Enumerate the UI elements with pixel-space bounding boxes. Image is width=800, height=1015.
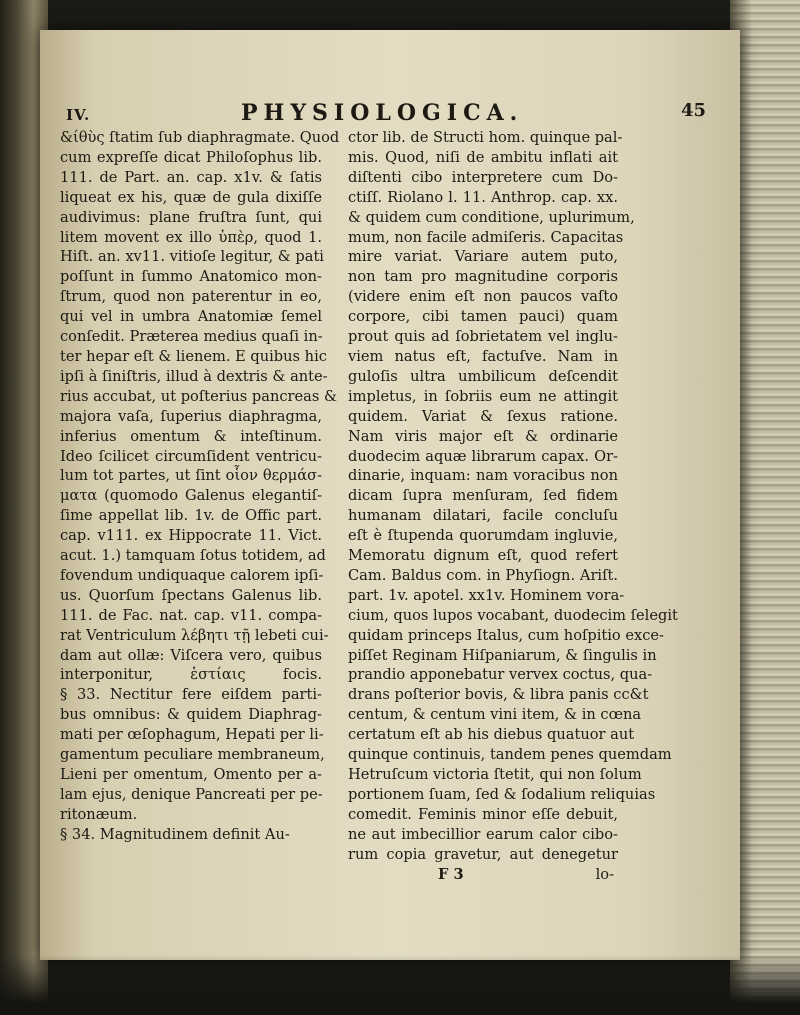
- text-line: acut. 1.) tamquam ſotus totidem, ad: [60, 547, 326, 565]
- text-line: Lieni per omentum, Omento per a-: [60, 766, 322, 783]
- text-line: mati per œſophagum, Hepati per li-: [60, 726, 324, 744]
- text-line: 111. de Part. an. cap. x1v. & ſatis: [60, 168, 322, 186]
- left-text-column: [60, 128, 340, 845]
- text-line: 111. de Fac. nat. cap. v11. compa-: [60, 606, 322, 624]
- text-line: piſſet Reginam Hiſpaniarum, & ſingulis in: [348, 646, 657, 664]
- text-line: conſedit. Præterea medius quaſi in-: [60, 328, 323, 346]
- text-line: ctor lib. de Structi hom. quinque pal-: [348, 129, 623, 146]
- page-footer: [348, 865, 618, 885]
- text-line: cum expreſſe dicat Philoſophus lib.: [60, 148, 322, 166]
- section-number: IV.: [66, 106, 91, 124]
- text-line: guloſis ultra umbilicum deſcendit: [348, 367, 618, 385]
- text-line: non tam pro magnitudine corporis: [348, 268, 618, 286]
- text-line: audivimus: plane fruſtra ſunt, qui: [60, 208, 322, 226]
- text-line: bus omnibus: & quidem Diaphrag-: [60, 706, 322, 724]
- right-text-column: [348, 128, 678, 884]
- text-line: Memoratu dignum eſt, quod refert: [348, 547, 618, 565]
- text-line: ritonæum.: [60, 805, 138, 823]
- text-line: ſime appellat lib. 1v. de Offic part.: [60, 507, 322, 525]
- text-line: eſt è ſtupenda quorumdam ingluvie,: [348, 527, 618, 545]
- text-line: dinarie, inquam: nam voracibus non: [348, 467, 618, 485]
- text-line: cium, quos lupos vocabant, duodecim ſelegit: [348, 606, 678, 624]
- text-line: Cam. Baldus com. in Phyſiogn. Ariſt.: [348, 566, 618, 584]
- text-line: cap. v111. ex Hippocrate 11. Vict.: [60, 527, 322, 545]
- page-number: 45: [680, 100, 706, 121]
- text-line: liqueat ex his, quæ de gula dixiſſe: [60, 188, 322, 206]
- text-line: corpore, cibi tamen pauci) quam: [348, 308, 618, 326]
- text-line: certatum eſt ab his diebus quatuor aut: [348, 726, 635, 744]
- running-title: PHYSIOLOGICA.: [241, 100, 524, 126]
- text-line: dicam ſupra menſuram, ſed fidem: [348, 487, 618, 505]
- signature-mark: F 3: [438, 865, 464, 883]
- text-line: ctiſſ. Riolano l. 11. Anthrop. cap. xx.: [348, 188, 618, 206]
- text-line: ſtrum, quod non paterentur in eo,: [60, 288, 322, 306]
- text-line: qui vel in umbra Anatomiæ ſemel: [60, 308, 322, 326]
- text-line: fovendum undiquaque calorem ipſi-: [60, 566, 324, 584]
- text-line: inferius omentum & inteſtinum.: [60, 427, 322, 445]
- text-line: (videre enim eſt non paucos vaſto: [348, 288, 618, 306]
- text-line: § 33. Nectitur fere eiſdem parti-: [60, 686, 322, 704]
- text-line: majora vaſa, ſuperius diaphragma,: [60, 407, 322, 425]
- text-line: duodecim aquæ librarum capax. Or-: [348, 447, 618, 465]
- text-line: centum, & centum vini item, & in cœna: [348, 706, 642, 724]
- catchword: lo-: [595, 865, 614, 883]
- running-head: [66, 100, 706, 130]
- text-line: prout quis ad ſobrietatem vel inglu-: [348, 328, 618, 346]
- text-line: ne aut imbecillior earum calor cibo-: [348, 825, 618, 843]
- text-line: dam aut ollæ: Viſcera vero, quibus: [60, 646, 322, 664]
- text-line: rius accubat, ut poſterius pancreas &: [60, 387, 337, 405]
- text-line: quinque continuis, tandem penes quemdam: [348, 746, 672, 764]
- text-line: Nam viris major eſt & ordinarie: [348, 427, 618, 445]
- text-line: mum, non facile admiſeris. Capacitas: [348, 228, 624, 246]
- text-line: interponitur, ἑστίαις focis.: [60, 666, 322, 684]
- text-line: litem movent ex illo ὑπὲρ, quod 1.: [60, 228, 322, 246]
- text-line: &ίθὺς ſtatim ſub diaphragmate. Quod: [60, 129, 340, 146]
- text-line: gamentum peculiare membraneum,: [60, 746, 325, 764]
- text-line: drans poſterior bovis, & libra panis cc&t: [348, 686, 649, 704]
- text-line: prandio apponebatur vervex coctus, qua-: [348, 666, 653, 684]
- text-line: Ideo ſcilicet circumſident ventricu-: [60, 447, 322, 465]
- text-line: rum copia gravetur, aut denegetur: [348, 845, 618, 863]
- text-line: ipſi à ſiniſtris, illud à dextris & ante-: [60, 367, 328, 385]
- text-line: § 34. Magnitudinem definit Au-: [60, 825, 290, 843]
- text-line: diſtenti cibo interpretere cum Do-: [348, 168, 618, 186]
- book-page: [40, 30, 740, 960]
- text-line: portionem ſuam, ſed & ſodalium reliquias: [348, 785, 656, 803]
- text-line: ter hepar eſt & lienem. E quibus hic: [60, 347, 327, 365]
- text-line: mis. Quod, niſi de ambitu inflati ait: [348, 148, 618, 166]
- text-line: mire variat. Variare autem puto,: [348, 248, 618, 266]
- bottom-shadow: [0, 955, 800, 1015]
- text-line: ματα (quomodo Galenus elegantiſ-: [60, 487, 322, 505]
- text-line: lam ejus, denique Pancreati per pe-: [60, 785, 323, 803]
- text-line: lum tot partes, ut ſint οἷον θερμάσ-: [60, 467, 322, 485]
- text-line: Hetruſcum victoria ſtetit, qui non ſolum: [348, 766, 642, 783]
- text-line: quidam princeps Italus, cum hoſpitio exce-: [348, 626, 664, 644]
- text-line: quidem. Variat & ſexus ratione.: [348, 407, 618, 425]
- page-stack-edge: [730, 0, 800, 1015]
- text-line: humanam dilatari, facile concluſu: [348, 507, 618, 525]
- text-line: part. 1v. apotel. xx1v. Hominem vora-: [348, 586, 625, 604]
- text-line: rat Ventriculum λέβητι τῇ lebeti cui-: [60, 626, 329, 644]
- text-line: comedit. Feminis minor eſſe debuit,: [348, 805, 618, 823]
- text-line: & quidem cum conditione, uplurimum,: [348, 208, 635, 226]
- text-line: Hiſt. an. xv11. vitioſe legitur, & pati: [60, 248, 324, 266]
- text-line: impletus, in ſobriis eum ne attingit: [348, 387, 618, 405]
- text-line: poſſunt in ſummo Anatomico mon-: [60, 268, 322, 286]
- text-line: viem natus eſt, factuſve. Nam in: [348, 347, 618, 365]
- text-line: us. Quorſum ſpectans Galenus lib.: [60, 586, 322, 604]
